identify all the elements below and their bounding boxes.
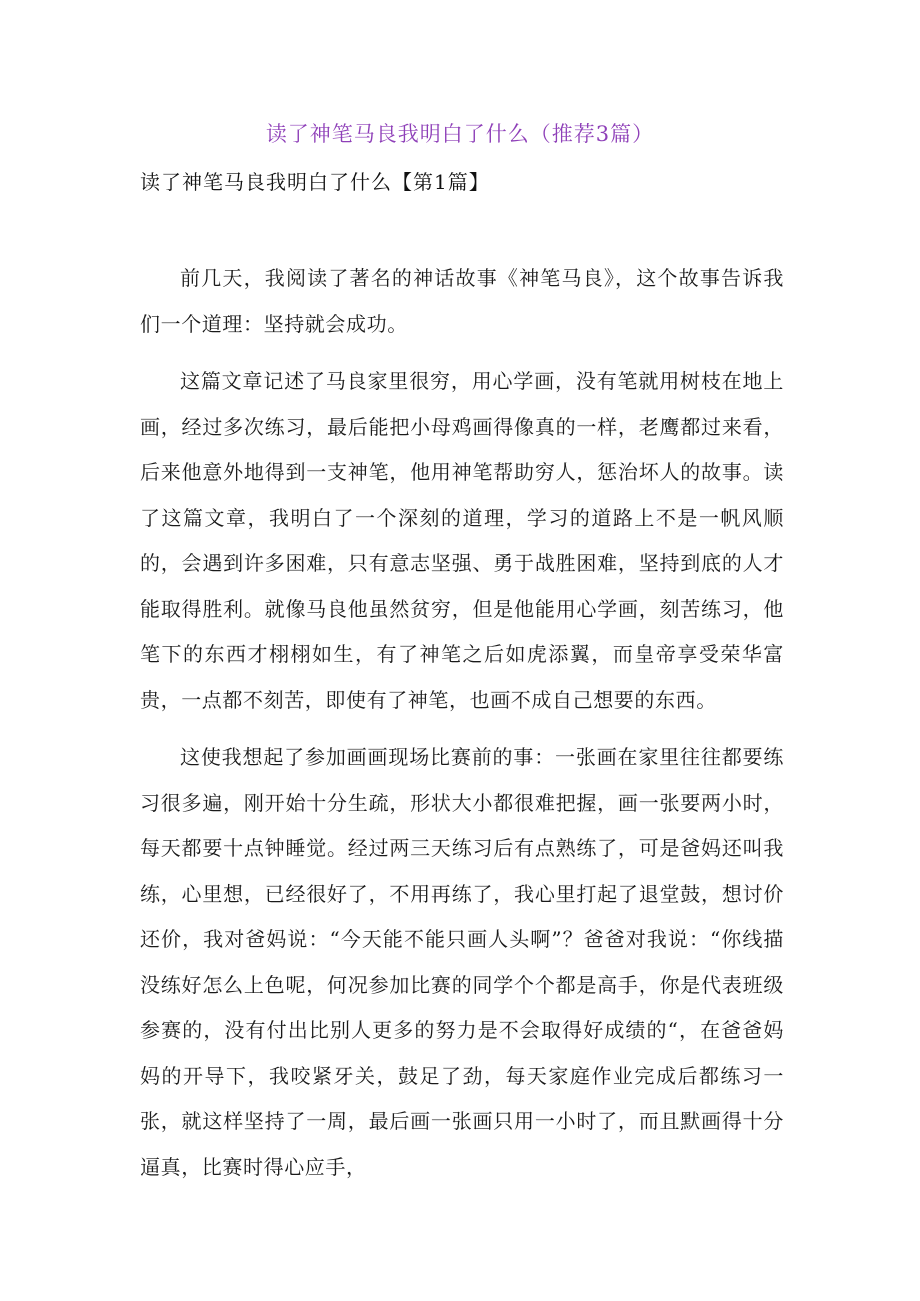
paragraph-1: 前几天，我阅读了著名的神话故事《神笔马良》，这个故事告诉我们一个道理：坚持就会成功。	[140, 266, 784, 336]
article-body	[140, 256, 784, 1202]
section-heading: 读了神笔马良我明白了什么【第1篇】	[140, 170, 490, 194]
paragraph-2: 这篇文章记述了马良家里很穷，用心学画，没有笔就用树枝在地上画，经过多次练习，最后能把小母鸡画得像真的一样，老鹰都过来看，后来他意外地得到一支神笔，他用神笔帮助穷人，惩治坏人的故事。读了这篇文章，我明白了一个深刻的道理，学习的道路上不是一帆风顺的，会遇到许多困难，只有意志坚强、勇于战胜困难，坚持到底的人才能取得胜利。就像马良他虽然贫穷，但是他能用心学画，刻苦练习，他笔下的东西才栩栩如生，有了神笔之后如虎添翼，而皇帝享受荣华富贵，一点都不刻苦，即使有了神笔，也画不成自己想要的东西。	[140, 369, 784, 712]
paragraph-3: 这使我想起了参加画画现场比赛前的事：一张画在家里往往都要练习很多遍，刚开始十分生疏，形状大小都很难把握，画一张要两小时，每天都要十点钟睡觉。经过两三天练习后有点熟练了，可是爸妈还叫我练，心里想，已经很好了，不用再练了，我心里打起了退堂鼓，想讨价还价，我对爸妈说：“今天能不能只画人头啊”？爸爸对我说：“你线描没练好怎么上色呢，何况参加比赛的同学个个都是高手，你是代表班级参赛的，没有付出比别人更多的努力是不会取得好成绩的“，在爸爸妈妈的开导下，我咬紧牙关，鼓足了劲，每天家庭作业完成后都练习一张，就这样坚持了一周，最后画一张画只用一小时了，而且默画得十分逼真，比赛时得心应手，	[140, 745, 784, 1179]
document-title: 读了神笔马良我明白了什么（推荐3篇）	[265, 122, 655, 146]
